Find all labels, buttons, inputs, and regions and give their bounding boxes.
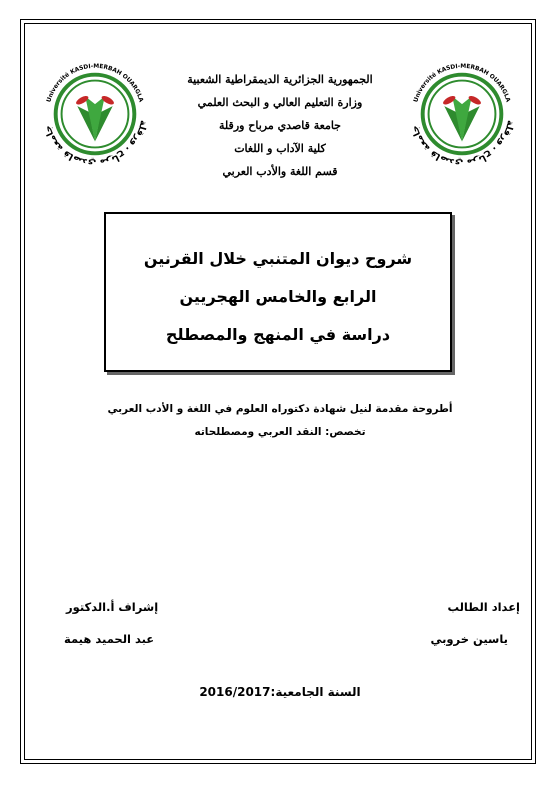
thesis-title-line-3: دراسة في المنهج والمصطلح <box>165 325 391 344</box>
university-emblem-icon <box>36 55 154 173</box>
header-ministry: وزارة التعليم العالي و البحث العلمي <box>197 96 363 109</box>
thesis-description <box>80 398 480 444</box>
header-university: جامعة قاصدي مرباح ورقلة <box>219 119 341 132</box>
header-department: قسم اللغة والأدب العربي <box>222 165 338 178</box>
logo-ring-arabic: جامعة قاصدي مرباح . ورقلة <box>42 119 149 169</box>
university-logo-right <box>403 55 521 173</box>
university-logo-left <box>36 55 154 173</box>
thesis-title-box <box>104 212 452 372</box>
header-faculty: كلية الآداب و اللغات <box>234 142 326 155</box>
header-republic: الجمهورية الجزائرية الديمقراطية الشعبية <box>187 73 373 86</box>
thesis-degree: أطروحة مقدمة لنيل شهادة دكتوراه العلوم في اللغة و الأدب العربي <box>107 403 453 415</box>
logo-ring-arabic: جامعة قاصدي مرباح . ورقلة <box>409 119 516 169</box>
logo-ring-latin: Université KASDI-MERBAH OUARGLA <box>413 63 511 104</box>
supervisor-name: عبد الحميد هيمة <box>64 632 155 646</box>
thesis-title-line-1: شروح ديوان المتنبي خلال القرنين <box>143 249 413 268</box>
university-emblem-icon <box>403 55 521 173</box>
thesis-specialty: تخصص: النقد العربي ومصطلحاته <box>194 426 366 438</box>
student-name: ياسين خروبي <box>430 632 508 646</box>
thesis-title-line-2: الرابع والخامس الهجريين <box>179 287 377 306</box>
supervisor-label: إشراف أ.الدكتور <box>66 600 159 614</box>
institution-header <box>140 68 420 183</box>
student-label: إعداد الطالب <box>447 600 520 614</box>
logo-ring-latin: Université KASDI-MERBAH OUARGLA <box>46 63 144 104</box>
academic-year: السنة الجامعية:2016/2017 <box>199 685 361 699</box>
